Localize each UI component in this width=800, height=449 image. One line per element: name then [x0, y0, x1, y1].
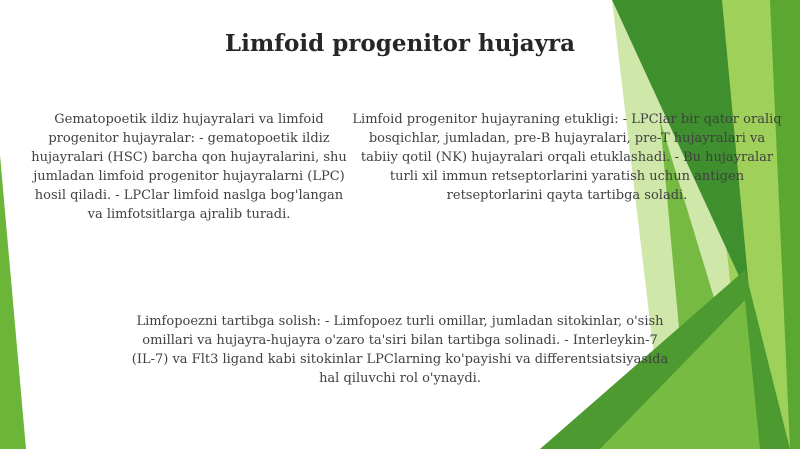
text-block-hematopoietic: Gematopoetik ildiz hujayralari va limfoid progenitor hujayralar: - gematopoetik ildiz hujayralari (HSC) barcha qon hujayralarini, shu jumladan limfoid progenitor hujayralarni (LPC) hosil qiladi. - LPClar limfoid naslga bog'langan va limfotsitlarga ajralib turadi.: [31, 112, 347, 222]
text-block-maturation: Limfoid progenitor hujayraning etukligi: - LPClar bir qator oraliq bosqichlar, jumladan, pre-B hujayralari, pre-T hujayralari va tabiiy qotil (NK) hujayralari orqali etuklashadi. - Bu hujayralar turli xil immun retseptorlarini yaratish uchun antigen retseptorlarini qayta tartibga soladi.: [352, 112, 782, 203]
slide-title: Limfoid progenitor hujayra: [224, 30, 576, 57]
left-green-sliver: [0, 155, 26, 449]
text-block-regulation: Limfopoezni tartibga solish: - Limfopoez turli omillar, jumladan sitokinlar, o'sish omillari va hujayra-hujayra o'zaro ta'siri bilan tartibga solinadi. - Interleykin-7 (IL-7) va Flt3 ligand kabi sitokinlar LPClarning ko'payishi va differentsiatsiyasida hal qiluvchi rol o'ynaydi.: [131, 314, 669, 386]
